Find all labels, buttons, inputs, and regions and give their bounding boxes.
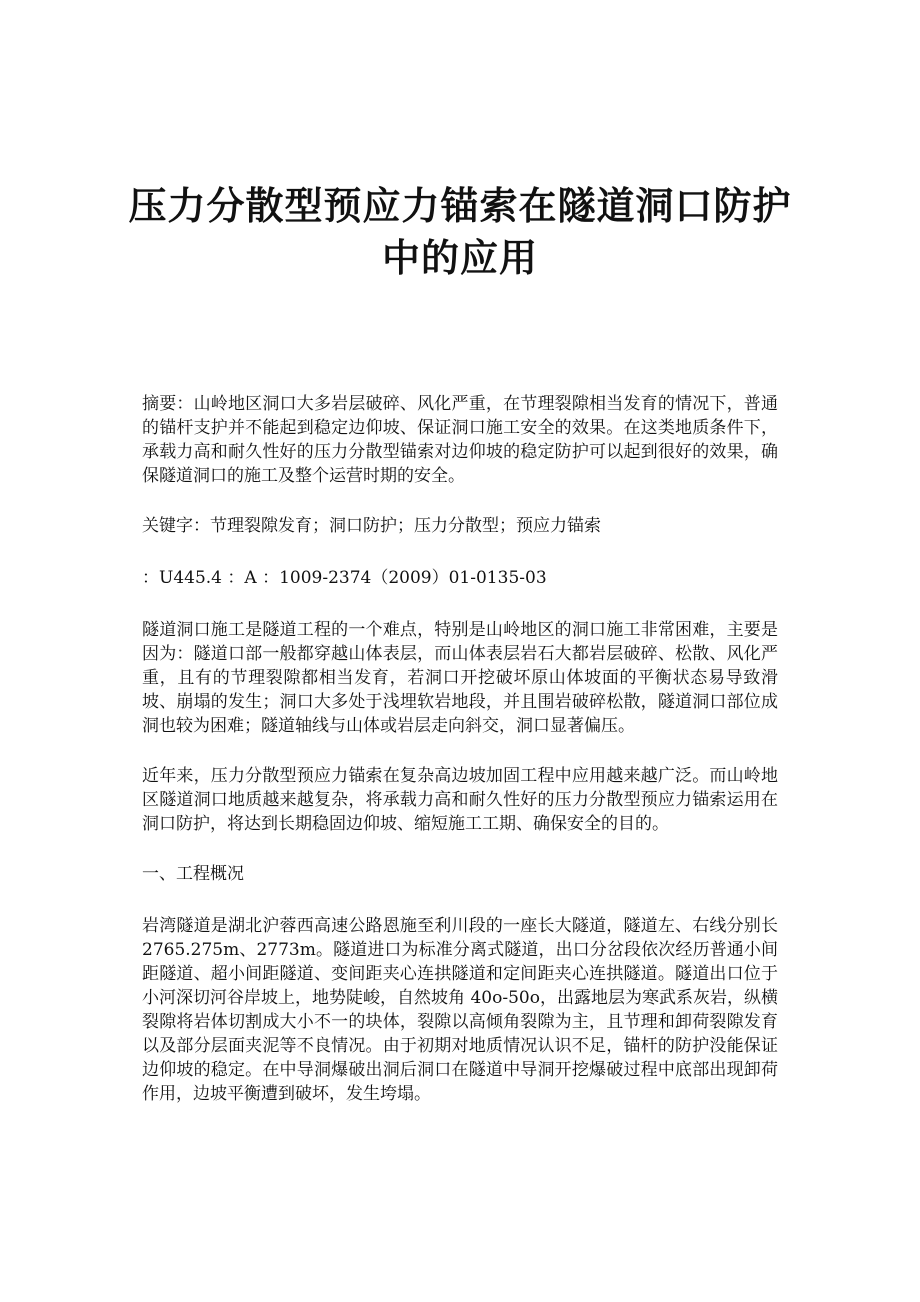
title-line-2: 中的应用 — [381, 236, 538, 280]
title-line-1: 压力分散型预应力锚索在隧道洞口防护 — [128, 184, 792, 228]
keywords-line: 关键字：节理裂隙发育；洞口防护；压力分散型；预应力锚索 — [142, 516, 601, 536]
body-paragraph-2: 近年来，压力分散型预应力锚索在复杂高边坡加固工程中应用越来越广泛。而山岭地区隧道洞口地质越来越复杂，将承载力高和耐久性好的压力分散型预应力锚索运用在洞口防护，将达到长期稳固边仰坡、缩短施工工期、确保安全的目的。 — [142, 766, 778, 834]
document-title — [60, 180, 860, 284]
body-paragraph-3: 岩湾隧道是湖北沪蓉西高速公路恩施至利川段的一座长大隧道，隧道左、右线分别长 2765.275m、2773m。隧道进口为标准分离式隧道，出口分岔段依次经历普通小间距隧道、超小间距隧道、变间距夹心连拱隧道和定间距夹心连拱隧道。隧道出口位于小河深切河谷岸坡上，地势陡峻，自然坡角 40o-50o，出露地层为寒武系灰岩，纵横裂隙将岩体切割成大小不一的块体，裂隙以高倾角裂隙为主，且节理和卸荷裂隙发育以及部分层面夹泥等不良情况。由于初期对地质情况认识不足，锚杆的防护没能保证边仰坡的稳定。在中导洞爆破出洞后洞口在隧道中导洞开挖爆破过程中底部出现卸荷作用，边坡平衡遭到破坏，发生垮塌。 — [142, 916, 778, 1104]
body-paragraph-1: 隧道洞口施工是隧道工程的一个难点，特别是山岭地区的洞口施工非常困难，主要是因为：隧道口部一般都穿越山体表层，而山体表层岩石大都岩层破碎、松散、风化严重，且有的节理裂隙都相当发育，若洞口开挖破坏原山体坡面的平衡状态易导致滑坡、崩塌的发生；洞口大多处于浅埋软岩地段，并且围岩破碎松散，隧道洞口部位成洞也较为困难；隧道轴线与山体或岩层走向斜交，洞口显著偏压。 — [142, 620, 778, 736]
abstract-paragraph: 摘要：山岭地区洞口大多岩层破碎、风化严重，在节理裂隙相当发育的情况下，普通的锚杆支护并不能起到稳定边仰坡、保证洞口施工安全的效果。在这类地质条件下，承载力高和耐久性好的压力分散型锚索对边仰坡的稳定防护可以起到很好的效果，确保隧道洞口的施工及整个运营时期的安全。 — [142, 394, 778, 486]
document-body — [142, 392, 778, 1132]
classification-line: ：U445.4 ：A ：1009-2374（2009）01-0135-03 — [142, 568, 547, 588]
section-heading: 一、工程概况 — [142, 864, 244, 884]
